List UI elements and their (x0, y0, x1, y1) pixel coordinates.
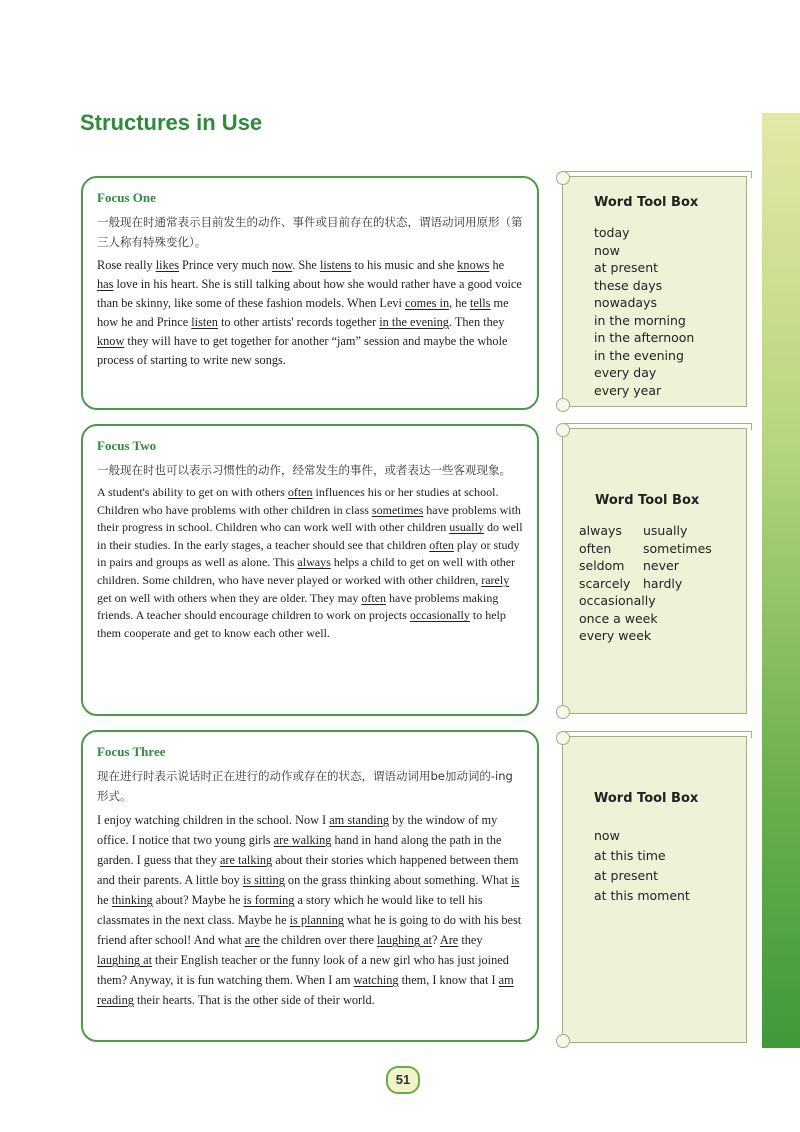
word-item: in the morning (594, 312, 686, 328)
underlined-phrase: know (97, 334, 125, 348)
focus-two-example: A student's ability to get on with others often influences his or her studies at school. Children who have problems with other children in class sometimes have problems with their progress in school. Children who can work well with other children usually do well in their studies. In the early stages, a teacher should see that children often play or study in pairs and groups as well as alone. This always helps a child to get on well with other children. Some children, who have never played or worked with other children, rarely get on well with others when they are older. They may often have problems making friends. A teacher should encourage children to work on projects occasionally to help them cooperate and get to know each other well. (97, 485, 523, 640)
word-list (594, 224, 746, 399)
word-row (579, 627, 746, 645)
underlined-phrase: listens (319, 258, 352, 272)
word-item: at present (594, 260, 659, 275)
underlined-phrase: knows (457, 258, 490, 272)
page-title: Structures in Use (80, 110, 263, 135)
scroll-curl-top (556, 423, 570, 437)
underlined-phrase: am standing (329, 813, 389, 827)
word-item: these days (594, 277, 663, 293)
side-decoration-bar (762, 113, 800, 1048)
word-row (579, 575, 746, 593)
underlined-phrase: is planning (289, 913, 344, 927)
underlined-phrase: likes (155, 258, 179, 272)
scroll-curl-bottom (556, 398, 570, 412)
focus-one-title: Focus One (97, 190, 156, 205)
word-row (579, 522, 746, 540)
word-row (579, 540, 746, 558)
word-tool-box-3 (562, 736, 747, 1043)
underlined-phrase: often (429, 537, 454, 552)
underlined-phrase: watching (353, 973, 399, 987)
word-item: every day (594, 365, 657, 380)
word-item: now (594, 242, 620, 258)
scroll-curl-top (556, 171, 570, 185)
word-tool-box-1 (562, 176, 747, 407)
underlined-phrase: are walking (273, 833, 332, 847)
word-item: at this time (594, 848, 666, 863)
underlined-phrase: are talking (219, 853, 273, 867)
underlined-phrase: am reading (97, 973, 514, 1007)
underlined-phrase: tells (469, 296, 491, 310)
underlined-phrase: thinking (111, 893, 153, 907)
word-item: now (594, 828, 620, 843)
focus-two-title: Focus Two (97, 438, 157, 453)
scroll-edge (563, 731, 752, 738)
underlined-phrase: often (361, 590, 387, 605)
word-list (579, 522, 746, 645)
word-item: usually (643, 523, 688, 538)
underlined-phrase: is forming (243, 893, 295, 907)
focus-three-rule: 现在进行时表示说话时正在进行的动作或存在的状态，谓语动词用be加动词的-ing形式。 (97, 769, 513, 803)
focus-three-example: I enjoy watching children in the school. Now I am standing by the window of my office. I notice that two young girls are walking hand in hand along the path in the garden. I guess that they are talking about their stories which happened between them and their parents. A little boy is sitting on the grass thinking about something. What is he thinking about? Maybe he is forming a story which he would like to tell his classmates in the next class. Maybe he is planning what he is going to do with his best friend after school! And what are the children over there laughing at? Are they laughing at their English teacher or the funny look of a new girl who has just joined them? Anyway, it is fun watching them. When I am watching them, I know that I am reading their hearts. That is the other side of their world. (97, 813, 522, 1007)
word-item: at this moment (594, 888, 690, 903)
focus-one-box (81, 176, 539, 410)
underlined-phrase: sometimes (371, 502, 424, 517)
word-item: never (643, 558, 679, 573)
word-item: sometimes (643, 540, 712, 556)
word-row (579, 610, 746, 628)
underlined-phrase: occasionally (409, 608, 470, 623)
scroll-edge (563, 171, 752, 178)
underlined-phrase: always (297, 555, 331, 570)
underlined-phrase: has (97, 277, 114, 291)
word-item: occasionally (579, 593, 656, 608)
underlined-phrase: laughing at (376, 933, 432, 947)
underlined-phrase: Are (439, 933, 459, 947)
focus-three-box (81, 730, 539, 1042)
underlined-phrase: are (244, 933, 260, 947)
word-tool-box-title: Word Tool Box (595, 493, 700, 508)
page-number: 51 (386, 1066, 420, 1094)
word-item: in the evening (594, 347, 684, 363)
word-item: at present (594, 868, 659, 883)
word-item: every week (579, 628, 652, 643)
word-item: every year (594, 382, 662, 398)
underlined-phrase: rarely (481, 572, 510, 587)
word-item: nowadays (594, 295, 657, 310)
focus-three-title: Focus Three (97, 744, 166, 759)
word-item: in the afternoon (594, 330, 695, 345)
underlined-phrase: is (511, 873, 520, 887)
word-row (579, 592, 746, 610)
scroll-edge (563, 423, 752, 430)
underlined-phrase: usually (449, 520, 484, 535)
word-item: today (594, 225, 630, 240)
word-item: always (579, 523, 622, 538)
word-item: hardly (643, 575, 683, 591)
underlined-phrase: laughing at (97, 953, 152, 967)
word-list (594, 826, 746, 906)
word-row (579, 557, 746, 575)
scroll-curl-bottom (556, 1034, 570, 1048)
focus-one-example: Rose really likes Prince very much now. She listens to his music and she knows he has love in his heart. She is still talking about how she would rather have a good voice than be skinny, like some of these fashion models. When Levi comes in, he tells me how he and Prince listen to other artists' records together in the evening. Then they know they will have to get together for another “jam” session and maybe the whole process of starting to write new songs. (97, 258, 522, 367)
focus-two-rule: 一般现在时也可以表示习惯性的动作，经常发生的事件，或者表达一些客观现象。 (97, 463, 511, 477)
scroll-curl-bottom (556, 705, 570, 719)
word-tool-box-title: Word Tool Box (594, 195, 699, 210)
underlined-phrase: comes in (405, 296, 450, 310)
scroll-curl-top (556, 731, 570, 745)
word-item: often (579, 540, 612, 556)
word-tool-box-2 (562, 428, 747, 714)
underlined-phrase: in the evening (379, 315, 449, 329)
underlined-phrase: now (271, 258, 293, 272)
focus-one-rule: 一般现在时通常表示目前发生的动作、事件或目前存在的状态，谓语动词用原形（第三人称有特殊变化）。 (97, 215, 523, 249)
word-item: scarcely (579, 575, 631, 591)
underlined-phrase: often (287, 485, 313, 499)
focus-two-box (81, 424, 539, 716)
underlined-phrase: is sitting (242, 873, 285, 887)
word-item: once a week (579, 610, 658, 626)
underlined-phrase: listen (191, 315, 218, 329)
word-tool-box-title: Word Tool Box (594, 791, 699, 806)
word-item: seldom (579, 558, 625, 573)
